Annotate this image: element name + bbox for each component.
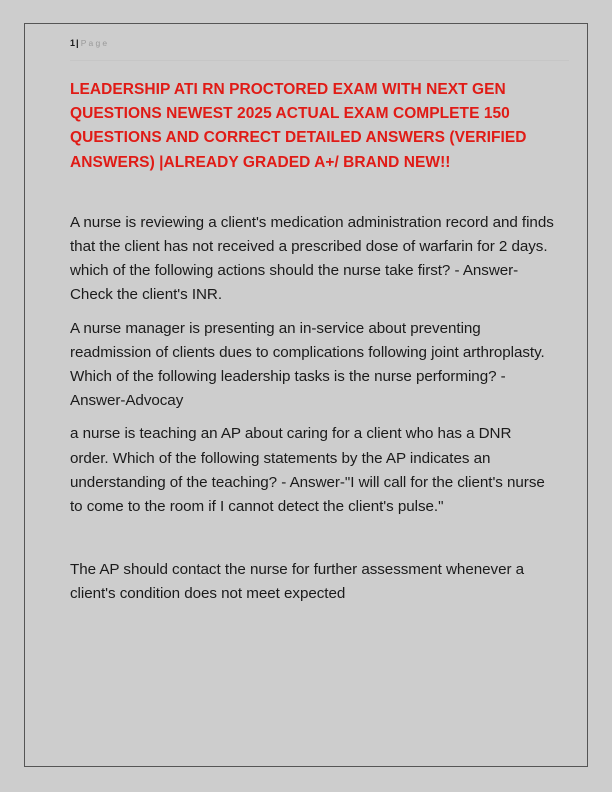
qa-paragraph-1: A nurse is reviewing a client's medication administration record and finds that the client has not received a prescribed dose of warfarin for 2 days. which of the following actions should the nurse take first? - Answer-Check the client's INR. bbox=[70, 213, 554, 304]
header-divider-rule bbox=[70, 60, 569, 61]
document-title: LEADERSHIP ATI RN PROCTORED EXAM WITH NEXT GEN QUESTIONS NEWEST 2025 ACTUAL EXAM COMPLETE 150 QUESTIONS AND CORRECT DETAILED ANSWERS (VERIFIED ANSWERS) |ALREADY GRADED A+/ BRAND NEW!! bbox=[70, 81, 527, 171]
qa-paragraph-2: A nurse manager is presenting an in-service about preventing readmission of clients dues to complications following joint arthroplasty. Which of the following leadership tasks is the nurse performing? - Answer-Advocay bbox=[70, 319, 545, 410]
question-answer-list bbox=[70, 211, 569, 607]
qa-paragraph-4: The AP should contact the nurse for further assessment whenever a client's condition does not meet expected bbox=[70, 561, 525, 603]
page-content-area bbox=[70, 34, 569, 766]
header-page-number: 1 bbox=[70, 38, 76, 48]
qa-paragraph-3: a nurse is teaching an AP about caring for a client who has a DNR order. Which of the following statements by the AP indicates an understanding of the teaching? - Answer-"I will call for the client's nurse to come to the room if I cannot detect the client's pulse." bbox=[70, 425, 545, 516]
running-header bbox=[70, 34, 569, 51]
header-separator: | bbox=[76, 38, 79, 49]
page-border-frame bbox=[24, 23, 588, 767]
header-page-label: Page bbox=[80, 38, 110, 48]
